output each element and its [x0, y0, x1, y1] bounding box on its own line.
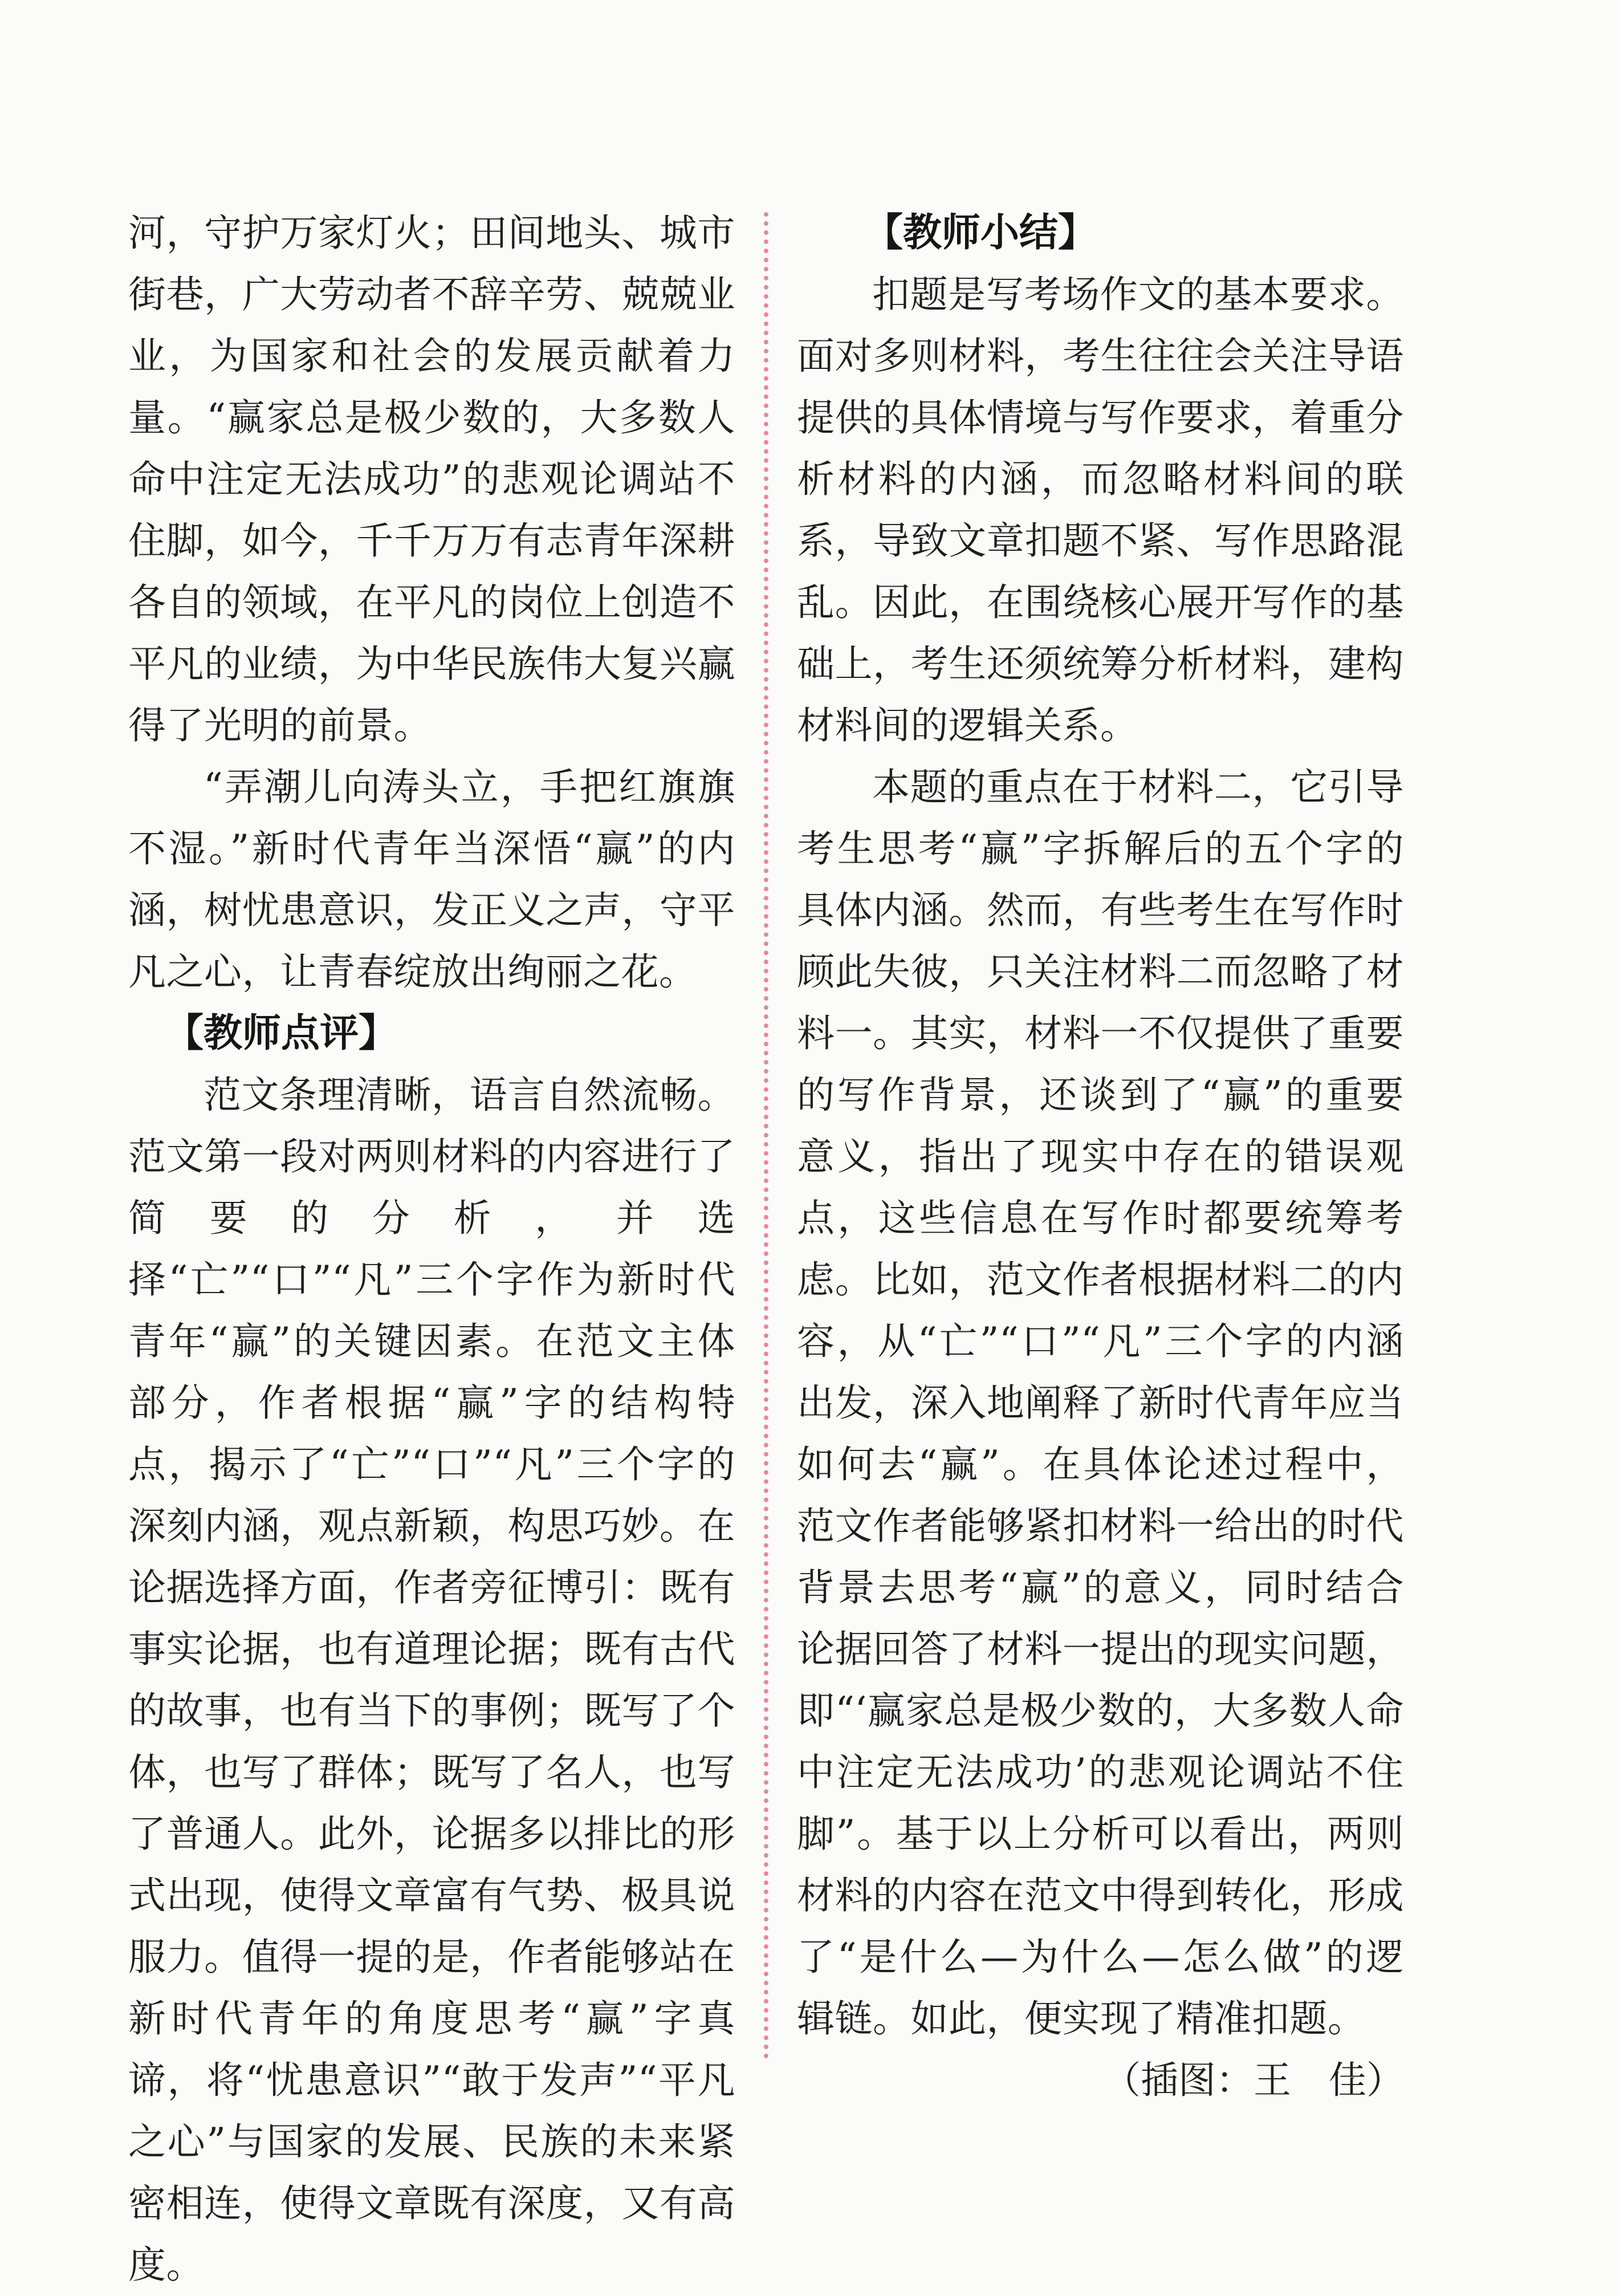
left-column	[128, 202, 735, 2296]
essay-paragraph-continued: 河，守护万家灯火；田间地头、城市街巷，广大劳动者不辞辛劳、兢兢业业，为国家和社会的发展贡献着力量。“赢家总是极少数的，大多数人命中注定无法成功”的悲观论调站不住脚，如今，千千万万有志青年深耕各自的领域，在平凡的岗位上创造不平凡的业绩，为中华民族伟大复兴赢得了光明的前景。	[128, 211, 735, 747]
teacher-summary-paragraph-2: 本题的重点在于材料二，它引导考生思考“赢”字拆解后的五个字的具体内涵。然而，有些考生在写作时顾此失彼，只关注材料二而忽略了材料一。其实，材料一不仅提供了重要的写作背景，还谈到了“赢”的重要意义，指出了现实中存在的错误观点，这些信息在写作时都要统筹考虑。比如，范文作者根据材料二的内容，从“亡”“口”“凡”三个字的内涵出发，深入地阐释了新时代青年应当如何去“赢”。在具体论述过程中，范文作者能够紧扣材料一给出的时代背景去思考“赢”的意义，同时结合论据回答了材料一提出的现实问题，即“‘赢家总是极少数的，大多数人命中注定无法成功’的悲观论调站不住脚”。基于以上分析可以看出，两则材料的内容在范文中得到转化，形成了“是什么—为什么—怎么做”的逻辑链。如此，便实现了精准扣题。	[797, 765, 1404, 2041]
essay-paragraph-conclusion: “弄潮儿向涛头立，手把红旗旗不湿。”新时代青年当深悟“赢”的内涵，树忧患意识，发正义之声，守平凡之心，让青春绽放出绚丽之花。	[128, 765, 735, 994]
teacher-review-heading: 【教师点评】	[165, 1011, 398, 1056]
teacher-review-paragraph: 范文条理清晰，语言自然流畅。范文第一段对两则材料的内容进行了简要的分析，并选择“亡”“口”“凡”三个字作为新时代青年“赢”的关键因素。在范文主体部分，作者根据“赢”字的结构特点，揭示了“亡”“口”“凡”三个字的深刻内涵，观点新颖，构思巧妙。在论据选择方面，作者旁征博引：既有事实论据，也有道理论据；既有古代的故事，也有当下的事例；既写了个体，也写了群体；既写了名人，也写了普通人。此外，论据多以排比的形式出现，使得文章富有气势、极具说服力。值得一提的是，作者能够站在新时代青年的角度思考“赢”字真谛，将“忧患意识”“敢于发声”“平凡之心”与国家的发展、民族的未来紧密相连，使得文章既有深度，又有高度。	[128, 1073, 735, 2287]
teacher-summary-heading: 【教师小结】	[864, 210, 1097, 255]
column-divider	[764, 212, 768, 2059]
right-column	[797, 202, 1404, 2111]
teacher-summary-paragraph-1: 扣题是写考场作文的基本要求。面对多则材料，考生往往会关注导语提供的具体情境与写作要求，着重分析材料的内涵，而忽略材料间的联系，导致文章扣题不紧、写作思路混乱。因此，在围绕核心展开写作的基础上，考生还须统筹分析材料，建构材料间的逻辑关系。	[797, 273, 1404, 747]
illustration-credit: （插图：王 佳）	[1103, 2058, 1404, 2102]
